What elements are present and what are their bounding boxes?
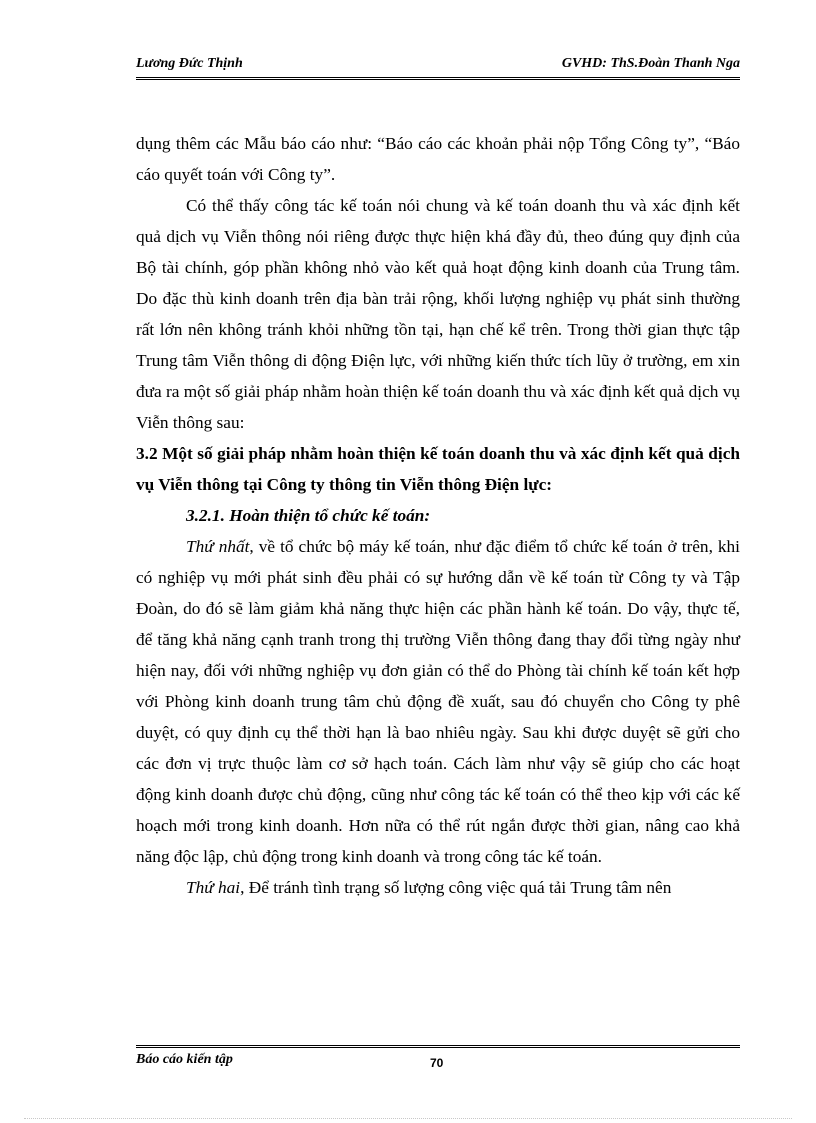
header-author: Lương Đức Thịnh bbox=[136, 56, 243, 71]
footer-divider bbox=[136, 1045, 740, 1048]
footer-label: Báo cáo kiến tập bbox=[136, 1052, 233, 1067]
page-body bbox=[136, 128, 740, 903]
second-solution-lead: Thứ hai bbox=[186, 878, 241, 897]
paragraph-overview: Có thể thấy công tác kế toán nói chung và kế toán doanh thu và xác định kết quả dịch vụ Viễn thông nói riêng được thực hiện khá đầy đủ, theo đúng quy định của Bộ tài chính, góp phần không nhỏ vào kết quả hoạt động kinh doanh của Trung tâm. Do đặc thù kinh doanh trên địa bàn trải rộng, khối lượng nghiệp vụ phát sinh thường rất lớn nên không tránh khỏi những tồn tại, hạn chế kể trên. Trong thời gian thực tập Trung tâm Viễn thông di động Điện lực, với những kiến thức tích lũy ở trường, em xin đưa ra một số giải pháp nhằm hoàn thiện kế toán doanh thu và xác định kết quả dịch vụ Viễn thông sau: bbox=[136, 196, 740, 432]
section-heading: 3.2 Một số giải pháp nhằm hoàn thiện kế toán doanh thu và xác định kết quả dịch vụ Viễn thông tại Công ty thông tin Viễn thông Điện lực: bbox=[136, 444, 740, 494]
second-solution-text: , Để tránh tình trạng số lượng công việc quá tải Trung tâm nên bbox=[240, 878, 672, 897]
header-advisor: GVHD: ThS.Đoàn Thanh Nga bbox=[561, 56, 740, 71]
page-bottom-border bbox=[24, 1118, 792, 1119]
first-solution-lead: Thứ nhất bbox=[186, 537, 250, 556]
page-number: 70 bbox=[430, 1056, 444, 1070]
first-solution-text: , về tổ chức bộ máy kế toán, như đặc điểm tổ chức kế toán ở trên, khi có nghiệp vụ mới phát sinh đều phải có sự hướng dẫn về kế toán từ Công ty và Tập Đoàn, do đó sẽ làm giảm khả năng thực hiện các phần hành kế toán. Do vậy, thực tế, để tăng khả năng cạnh tranh trong thị trường Viễn thông đang thay đổi từng ngày như hiện nay, đối với những nghiệp vụ đơn giản có thể do Phòng tài chính kế toán kết hợp với Phòng kinh doanh trung tâm chủ động đề xuất, sau đó chuyển cho Công ty phê duyệt, có quy định cụ thể thời hạn là bao nhiêu ngày. Sau khi được duyệt sẽ gửi cho các đơn vị trực thuộc làm cơ sở hạch toán. Cách làm như vậy sẽ giúp cho các hoạt động kinh doanh được chủ động, cũng như công tác kế toán có thể theo kịp với các kế hoạch mới trong kinh doanh. Hơn nữa có thể rút ngắn được thời gian, nâng cao khả năng độc lập, chủ động trong kinh doanh và trong công tác kế toán. bbox=[136, 537, 740, 866]
page-header bbox=[136, 56, 740, 78]
subsection-heading: 3.2.1. Hoàn thiện tổ chức kế toán: bbox=[186, 506, 431, 525]
paragraph-first-solution bbox=[136, 531, 740, 872]
header-divider bbox=[136, 77, 740, 80]
paragraph-continuation: dụng thêm các Mẫu báo cáo như: “Báo cáo các khoản phải nộp Tổng Công ty”, “Báo cáo quyết toán với Công ty”. bbox=[136, 134, 740, 184]
paragraph-second-solution bbox=[136, 872, 740, 903]
